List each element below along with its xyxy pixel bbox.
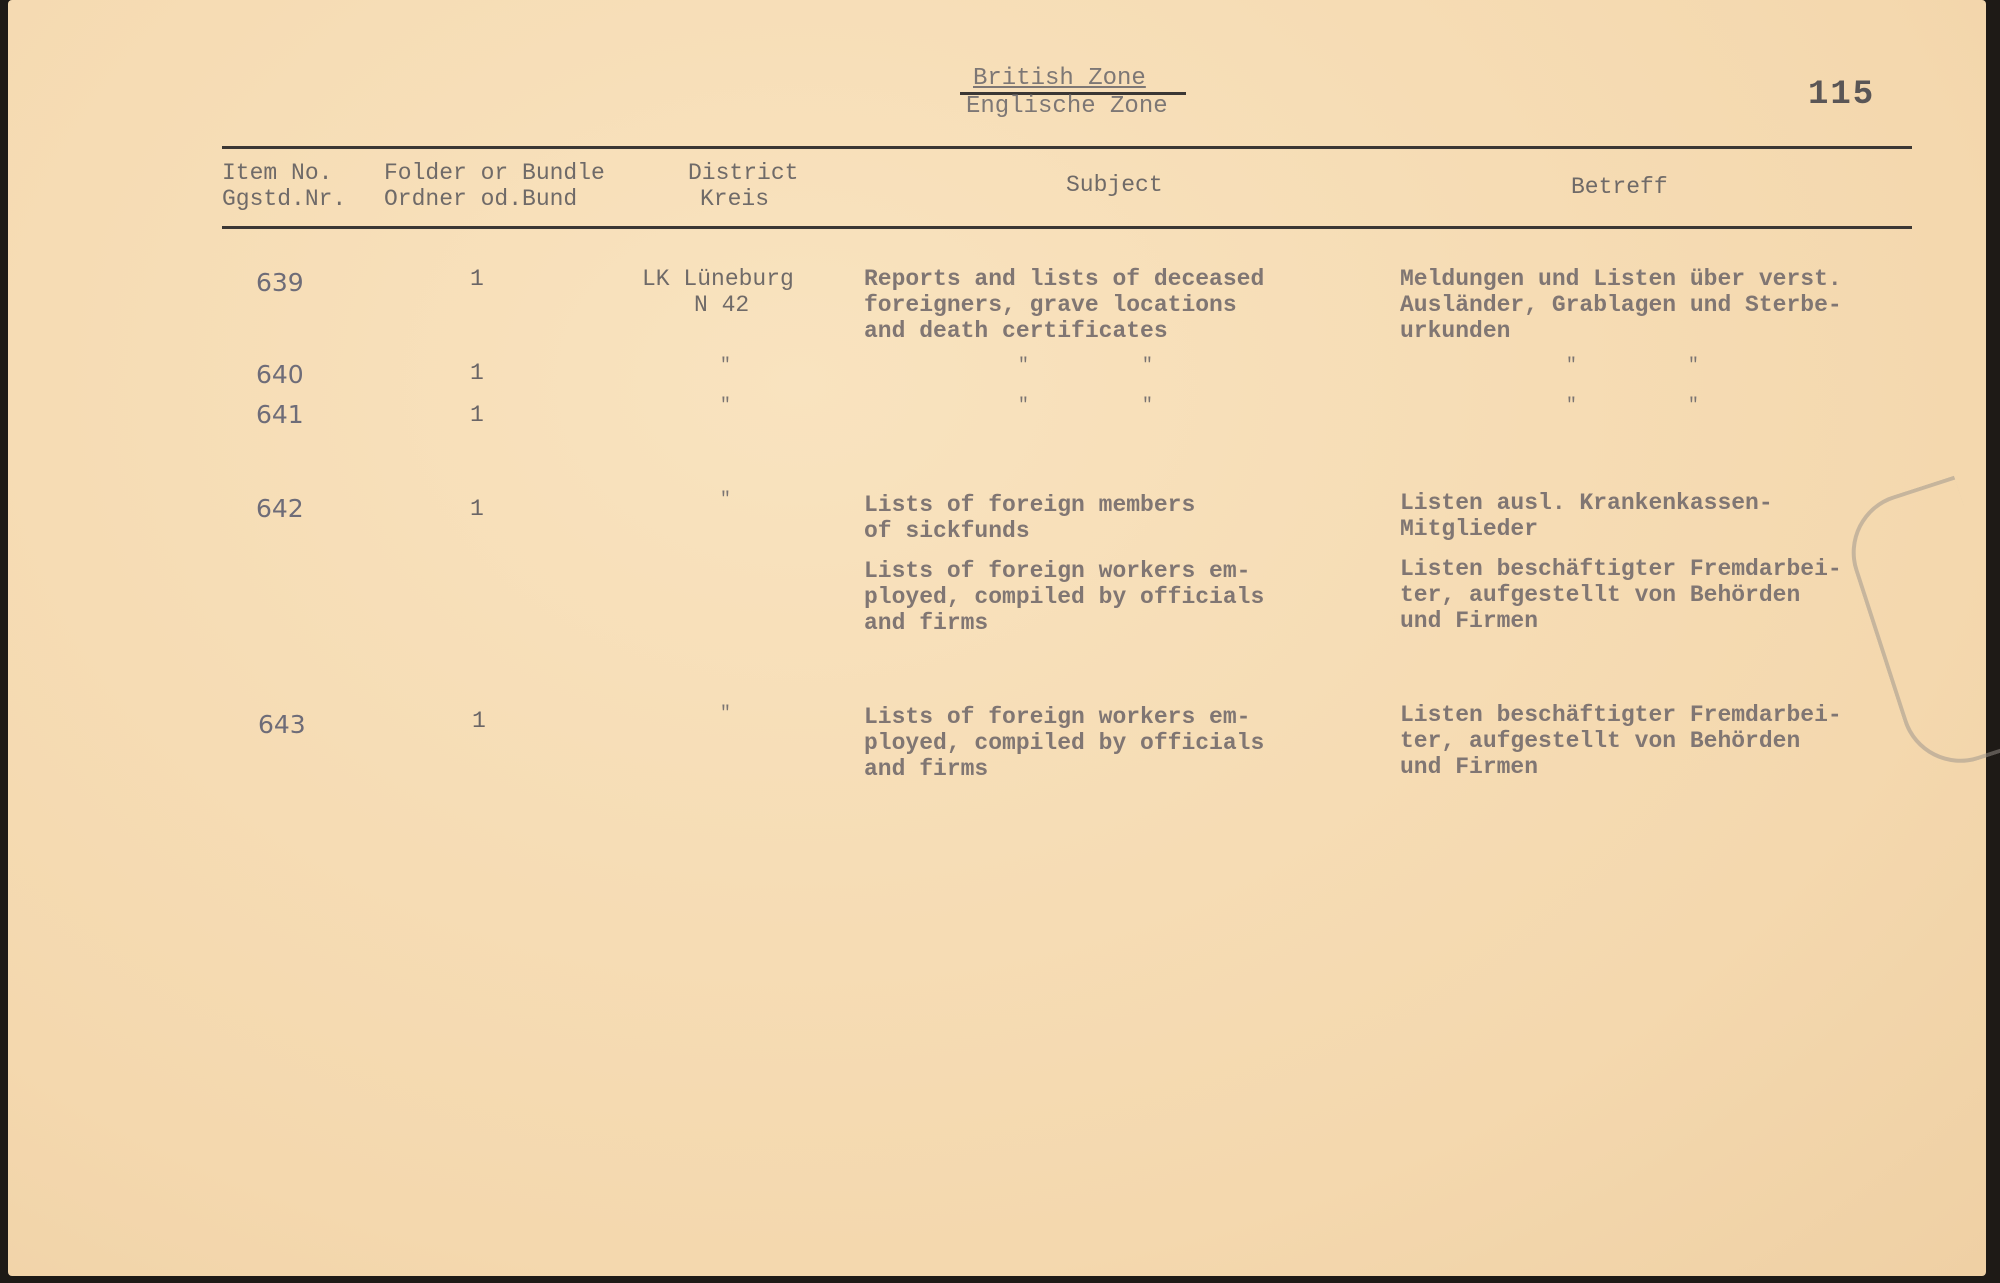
betreff-line: Listen beschäftigter Fremdarbei- <box>1400 556 1842 582</box>
column-header-item-no: Item No. <box>222 160 333 186</box>
folder-count: 1 <box>470 496 484 522</box>
betreff-line: Listen beschäftigter Fremdarbei- <box>1400 702 1842 728</box>
district-ditto-mark: " <box>720 490 731 510</box>
betreff-line: Mitglieder <box>1400 516 1539 542</box>
district-ditto-mark: " <box>720 704 731 724</box>
subject-line: ployed, compiled by officials <box>864 730 1265 756</box>
item-number: 641 <box>256 400 304 429</box>
subject-line: ployed, compiled by officials <box>864 584 1265 610</box>
header-bottom-rule <box>222 226 1912 229</box>
betreff-line: Ausländer, Grablagen und Sterbe- <box>1400 292 1842 318</box>
betreff-line: ter, aufgestellt von Behörden <box>1400 582 1801 608</box>
column-header-subject: Subject <box>1066 172 1163 198</box>
subject-ditto-mark: " <box>1142 396 1153 416</box>
item-number: 643 <box>258 710 306 739</box>
subject-line: and firms <box>864 610 989 636</box>
item-number: 640 <box>256 360 304 389</box>
subject-line: foreigners, grave locations <box>864 292 1237 318</box>
column-header-folder-de: Ordner od.Bund <box>384 186 578 212</box>
betreff-ditto-mark: " <box>1566 396 1577 416</box>
district-ditto-mark: " <box>720 356 731 376</box>
zone-title-english: British Zone <box>973 65 1146 92</box>
column-header-betreff: Betreff <box>1571 174 1668 200</box>
betreff-ditto-mark: " <box>1688 356 1699 376</box>
betreff-ditto-mark: " <box>1566 356 1577 376</box>
index-card <box>8 0 1986 1276</box>
subject-line: Lists of foreign workers em- <box>864 558 1251 584</box>
district-name: LK Lüneburg <box>642 266 794 292</box>
subject-line: Reports and lists of deceased <box>864 266 1265 292</box>
subject-ditto-mark: " <box>1018 396 1029 416</box>
subject-line: and death certificates <box>864 318 1168 344</box>
betreff-line: Meldungen und Listen über verst. <box>1400 266 1842 292</box>
column-header-district-de: Kreis <box>700 186 770 212</box>
zone-title-german: Englische Zone <box>966 93 1168 120</box>
column-header-folder: Folder or Bundle <box>384 160 605 186</box>
item-number: 639 <box>256 268 304 297</box>
page-number: 115 <box>1808 76 1876 114</box>
subject-line: Lists of foreign workers em- <box>864 704 1251 730</box>
subject-line: of sickfunds <box>864 518 1030 544</box>
subject-ditto-mark: " <box>1142 356 1153 376</box>
betreff-line: und Firmen <box>1400 608 1539 634</box>
item-number: 642 <box>256 494 304 523</box>
subject-ditto-mark: " <box>1018 356 1029 376</box>
column-header-district: District <box>688 160 799 186</box>
folder-count: 1 <box>472 708 486 734</box>
subject-line: and firms <box>864 756 989 782</box>
betreff-line: Listen ausl. Krankenkassen- <box>1400 490 1773 516</box>
subject-line: Lists of foreign members <box>864 492 1196 518</box>
folder-count: 1 <box>470 402 484 428</box>
column-header-item-no-de: Ggstd.Nr. <box>222 186 347 212</box>
district-ditto-mark: " <box>720 396 731 416</box>
betreff-line: und Firmen <box>1400 754 1539 780</box>
folder-count: 1 <box>470 360 484 386</box>
district-code: N 42 <box>694 292 750 318</box>
folder-count: 1 <box>470 266 484 292</box>
header-top-rule <box>222 146 1912 149</box>
card-clip <box>1836 476 2000 779</box>
betreff-ditto-mark: " <box>1688 396 1699 416</box>
betreff-line: ter, aufgestellt von Behörden <box>1400 728 1801 754</box>
betreff-line: urkunden <box>1400 318 1511 344</box>
